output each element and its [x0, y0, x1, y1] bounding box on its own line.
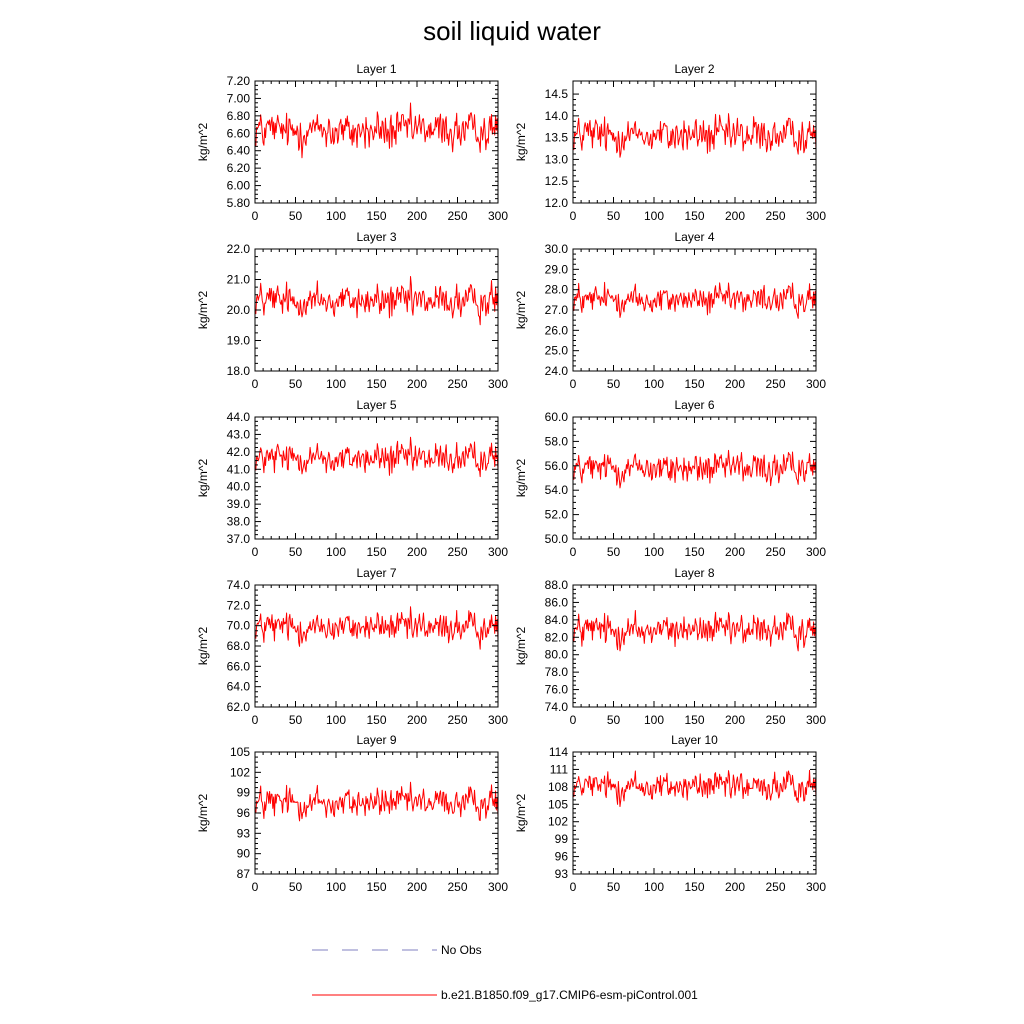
y-tick-label: 72.0 — [226, 598, 250, 613]
y-tick-label: 56.0 — [544, 458, 568, 473]
x-tick-label: 250 — [765, 713, 786, 727]
x-tick-label: 100 — [643, 545, 665, 559]
series-line — [256, 607, 498, 649]
panel-title: Layer 4 — [674, 230, 715, 244]
panel-2 — [514, 62, 826, 223]
x-tick-label: 50 — [288, 377, 303, 391]
x-tick-label: 150 — [684, 545, 705, 559]
x-tick-label: 0 — [251, 377, 259, 391]
y-tick-label: 70.0 — [226, 618, 250, 633]
y-tick-label: 93 — [554, 867, 568, 881]
y-tick-label: 44.0 — [226, 410, 250, 424]
x-tick-label: 100 — [643, 880, 665, 894]
x-tick-label: 100 — [643, 377, 665, 391]
plot-frame — [573, 585, 816, 707]
y-tick-label: 13.5 — [544, 130, 568, 145]
x-tick-label: 300 — [805, 209, 827, 223]
panels — [196, 62, 826, 894]
y-axis-label: kg/m^2 — [514, 122, 528, 162]
y-tick-label: 58.0 — [544, 434, 568, 449]
y-axis-label: kg/m^2 — [514, 793, 528, 833]
x-tick-label: 250 — [447, 209, 468, 223]
series-line — [574, 282, 816, 318]
x-tick-label: 0 — [569, 713, 577, 727]
y-axis-label: kg/m^2 — [514, 626, 528, 666]
panel-title: Layer 3 — [356, 230, 397, 244]
y-axis-label: kg/m^2 — [196, 626, 210, 666]
legend-label-1: No Obs — [441, 943, 482, 957]
panel-title: Layer 9 — [356, 733, 397, 747]
y-tick-label: 102 — [547, 814, 568, 829]
panel-title: Layer 6 — [674, 398, 715, 412]
y-tick-label: 80.0 — [544, 647, 568, 662]
y-tick-label: 6.40 — [226, 143, 250, 158]
y-tick-label: 6.60 — [226, 126, 250, 141]
x-tick-label: 0 — [251, 209, 259, 223]
x-tick-label: 250 — [447, 713, 468, 727]
x-tick-label: 150 — [366, 377, 387, 391]
x-tick-label: 150 — [684, 713, 705, 727]
x-tick-label: 50 — [606, 545, 621, 559]
y-tick-label: 20.0 — [226, 303, 250, 317]
x-tick-label: 100 — [643, 713, 665, 727]
legend — [312, 943, 698, 1002]
x-tick-label: 0 — [251, 713, 259, 727]
x-tick-label: 250 — [447, 377, 468, 391]
y-tick-label: 37.0 — [226, 532, 250, 546]
y-tick-label: 14.5 — [544, 87, 568, 102]
series-line — [574, 611, 816, 651]
y-tick-label: 24.0 — [544, 364, 568, 378]
y-tick-label: 96 — [554, 849, 568, 864]
y-tick-label: 12.0 — [544, 196, 568, 210]
x-tick-label: 200 — [724, 545, 746, 559]
panel-title: Layer 1 — [356, 62, 397, 76]
y-tick-label: 111 — [549, 762, 568, 777]
x-tick-label: 50 — [288, 713, 303, 727]
x-tick-label: 100 — [643, 209, 665, 223]
y-tick-label: 18.0 — [226, 364, 250, 378]
series-line — [256, 437, 498, 476]
x-tick-label: 200 — [724, 377, 746, 391]
panel-title: Layer 5 — [356, 398, 397, 412]
y-tick-label: 88.0 — [544, 578, 568, 592]
legend-label-2: b.e21.B1850.f09_g17.CMIP6-esm-piControl.001 — [441, 988, 698, 1002]
x-tick-label: 300 — [805, 880, 827, 894]
y-tick-label: 41.0 — [226, 462, 250, 477]
y-tick-label: 14.0 — [544, 108, 568, 123]
x-tick-label: 200 — [406, 545, 428, 559]
y-tick-label: 26.0 — [544, 323, 568, 338]
panel-8 — [514, 566, 826, 727]
x-tick-label: 0 — [569, 377, 577, 391]
series-line — [256, 277, 498, 325]
x-tick-label: 200 — [724, 209, 746, 223]
y-tick-label: 86.0 — [544, 595, 568, 610]
y-tick-label: 25.0 — [544, 343, 568, 358]
y-tick-label: 54.0 — [544, 483, 568, 498]
x-tick-label: 100 — [325, 880, 347, 894]
panel-7 — [196, 566, 508, 727]
y-tick-label: 114 — [548, 745, 568, 759]
plot-frame — [255, 585, 498, 707]
panel-title: Layer 8 — [674, 566, 715, 580]
series-line — [256, 103, 498, 158]
x-tick-label: 150 — [684, 209, 705, 223]
panel-title: Layer 7 — [356, 566, 397, 580]
y-tick-label: 62.0 — [226, 700, 250, 714]
y-axis-label: kg/m^2 — [514, 290, 528, 330]
x-tick-label: 0 — [569, 545, 577, 559]
panel-10 — [514, 733, 826, 894]
y-tick-label: 90 — [236, 846, 250, 861]
x-tick-label: 50 — [606, 880, 621, 894]
panel-title: Layer 10 — [671, 733, 718, 747]
x-tick-label: 250 — [447, 880, 468, 894]
y-axis-label: kg/m^2 — [196, 793, 210, 833]
y-tick-label: 39.0 — [226, 497, 250, 512]
x-tick-label: 300 — [805, 713, 827, 727]
y-tick-label: 5.80 — [226, 196, 250, 210]
y-tick-label: 50.0 — [544, 532, 568, 546]
y-tick-label: 78.0 — [544, 665, 568, 680]
y-tick-label: 102 — [229, 765, 250, 780]
plot-frame — [573, 249, 816, 371]
y-tick-label: 7.00 — [226, 91, 250, 106]
x-tick-label: 250 — [447, 545, 468, 559]
y-tick-label: 28.0 — [544, 282, 568, 297]
x-tick-label: 50 — [288, 209, 303, 223]
y-axis-label: kg/m^2 — [196, 458, 210, 498]
panel-5 — [196, 398, 508, 559]
y-tick-label: 105 — [229, 745, 250, 759]
x-tick-label: 100 — [325, 377, 347, 391]
panel-4 — [514, 230, 826, 391]
x-tick-label: 0 — [251, 880, 259, 894]
panel-3 — [196, 230, 508, 391]
x-tick-label: 200 — [724, 713, 746, 727]
x-tick-label: 150 — [684, 377, 705, 391]
panel-1 — [196, 62, 508, 223]
x-tick-label: 50 — [606, 377, 621, 391]
y-tick-label: 43.0 — [226, 427, 250, 442]
x-tick-label: 250 — [765, 209, 786, 223]
y-tick-label: 52.0 — [544, 507, 568, 522]
x-tick-label: 50 — [606, 209, 621, 223]
panel-title: Layer 2 — [674, 62, 715, 76]
x-tick-label: 200 — [406, 377, 428, 391]
y-tick-label: 21.0 — [226, 272, 250, 287]
y-tick-label: 99 — [554, 832, 568, 847]
x-tick-label: 50 — [288, 545, 303, 559]
x-tick-label: 250 — [765, 880, 786, 894]
y-tick-label: 7.20 — [226, 74, 250, 88]
x-tick-label: 300 — [487, 209, 509, 223]
y-tick-label: 76.0 — [544, 682, 568, 697]
y-tick-label: 74.0 — [544, 700, 568, 714]
y-tick-label: 68.0 — [226, 639, 250, 653]
panel-6 — [514, 398, 826, 559]
series-line — [574, 450, 816, 488]
y-tick-label: 105 — [547, 797, 568, 812]
y-tick-label: 42.0 — [226, 444, 250, 459]
y-tick-label: 13.0 — [544, 152, 568, 167]
x-tick-label: 300 — [487, 713, 509, 727]
y-tick-label: 22.0 — [226, 242, 250, 256]
y-tick-label: 64.0 — [226, 679, 250, 694]
y-tick-label: 40.0 — [226, 479, 250, 494]
x-tick-label: 50 — [606, 713, 621, 727]
x-tick-label: 250 — [765, 377, 786, 391]
plot-frame — [255, 752, 498, 874]
x-tick-label: 0 — [569, 209, 577, 223]
x-tick-label: 100 — [325, 209, 347, 223]
y-tick-label: 6.00 — [226, 178, 250, 193]
x-tick-label: 300 — [487, 880, 509, 894]
x-tick-label: 50 — [288, 880, 303, 894]
panel-9 — [196, 733, 508, 894]
x-tick-label: 200 — [406, 880, 428, 894]
y-tick-label: 87 — [236, 867, 250, 881]
y-tick-label: 96 — [236, 806, 250, 820]
plot-frame — [255, 417, 498, 539]
x-tick-label: 300 — [805, 545, 827, 559]
x-tick-label: 150 — [366, 209, 387, 223]
x-tick-label: 300 — [487, 377, 509, 391]
y-tick-label: 60.0 — [544, 410, 568, 424]
y-axis-label: kg/m^2 — [514, 458, 528, 498]
series-line — [574, 770, 816, 806]
y-tick-label: 30.0 — [544, 242, 568, 256]
x-tick-label: 150 — [366, 713, 387, 727]
x-tick-label: 200 — [406, 209, 428, 223]
series-line — [574, 114, 816, 158]
y-axis-label: kg/m^2 — [196, 122, 210, 162]
x-tick-label: 250 — [765, 545, 786, 559]
y-tick-label: 6.80 — [226, 108, 250, 123]
y-tick-label: 74.0 — [226, 578, 250, 592]
figure-title: soil liquid water — [423, 16, 601, 46]
x-tick-label: 150 — [366, 880, 387, 894]
y-tick-label: 12.5 — [544, 174, 568, 189]
y-tick-label: 27.0 — [544, 303, 568, 317]
x-tick-label: 100 — [325, 545, 347, 559]
y-tick-label: 19.0 — [226, 333, 250, 348]
x-tick-label: 200 — [724, 880, 746, 894]
x-tick-label: 200 — [406, 713, 428, 727]
x-tick-label: 0 — [251, 545, 259, 559]
plot-frame — [573, 752, 816, 874]
x-tick-label: 300 — [487, 545, 509, 559]
x-tick-label: 0 — [569, 880, 577, 894]
plot-frame — [255, 81, 498, 203]
x-tick-label: 150 — [684, 880, 705, 894]
y-tick-label: 38.0 — [226, 514, 250, 529]
y-tick-label: 84.0 — [544, 612, 568, 627]
y-tick-label: 82.0 — [544, 630, 568, 645]
y-tick-label: 66.0 — [226, 659, 250, 674]
y-tick-label: 6.20 — [226, 161, 250, 176]
y-tick-label: 93 — [236, 826, 250, 841]
x-tick-label: 150 — [366, 545, 387, 559]
x-tick-label: 100 — [325, 713, 347, 727]
y-tick-label: 99 — [236, 785, 250, 800]
x-tick-label: 300 — [805, 377, 827, 391]
series-line — [256, 782, 498, 821]
y-axis-label: kg/m^2 — [196, 290, 210, 330]
y-tick-label: 29.0 — [544, 262, 568, 277]
y-tick-label: 108 — [547, 779, 568, 794]
